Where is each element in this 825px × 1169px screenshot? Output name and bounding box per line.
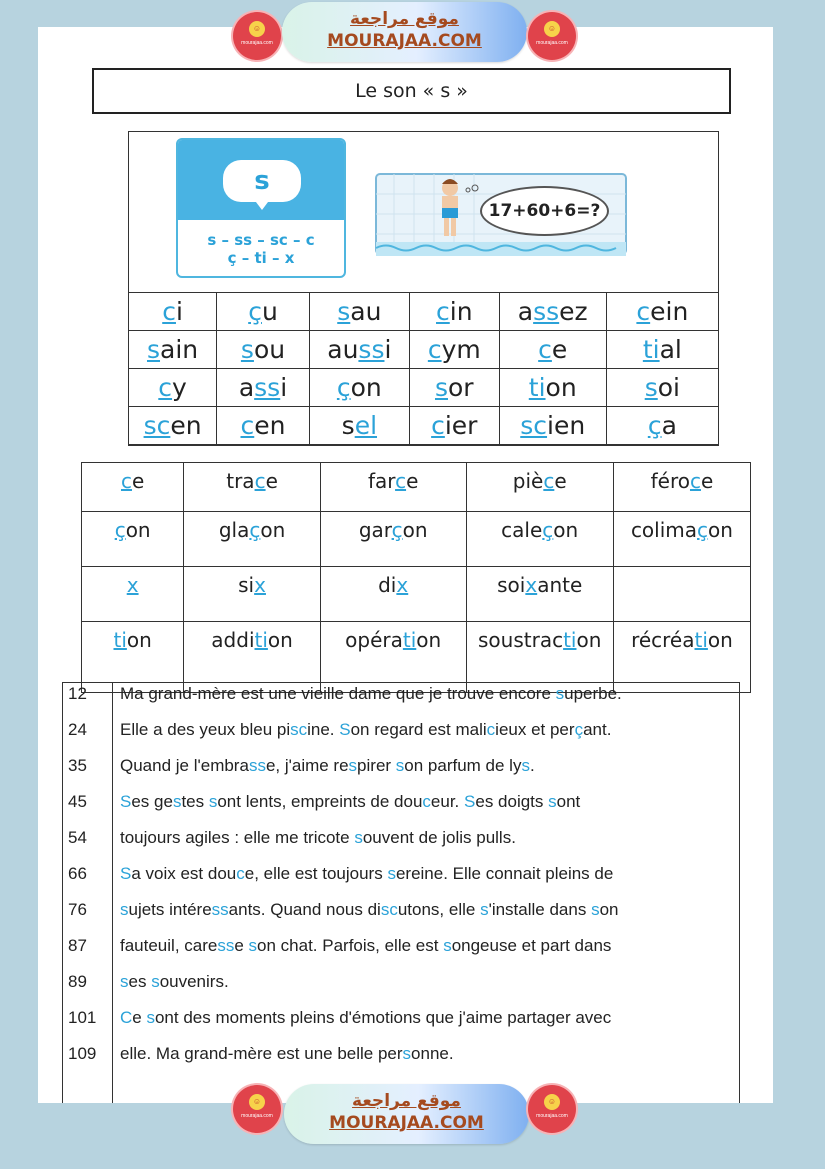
cell-text: tra (226, 469, 255, 493)
highlighted-grapheme: s (644, 373, 658, 402)
math-thought-bubble: 17+60+6=? (480, 186, 609, 236)
highlighted-letter: s (151, 972, 160, 991)
highlighted-grapheme: c (543, 469, 555, 493)
grid-cell (184, 463, 321, 512)
grid-cell (129, 331, 217, 369)
text-fragment: on (599, 900, 619, 919)
highlighted-grapheme: sc (143, 411, 171, 440)
grid-cell (217, 293, 310, 331)
highlighted-letter: sc (380, 900, 398, 919)
highlighted-letter: s (248, 936, 258, 955)
highlighted-grapheme: ç (697, 518, 709, 542)
word-count: 35 (68, 756, 87, 775)
text-line (62, 1044, 742, 1080)
cell-text: e (131, 469, 145, 493)
highlighted-letter: s (521, 756, 530, 775)
highlighted-letter: s (387, 864, 396, 883)
highlighted-letter: ç (574, 720, 584, 739)
grid-row (82, 463, 751, 512)
cell-text: ym (441, 335, 481, 364)
grid-cell (499, 293, 606, 331)
grid-cell (184, 567, 321, 622)
mourajaa-logo-right: ☺ mourajaa.com (528, 12, 576, 60)
text-fragment: Elle a des yeux bleu pi (120, 720, 291, 739)
mourajaa-logo-bottom-right: ☺ mourajaa.com (528, 1085, 576, 1133)
line-text (120, 1044, 454, 1064)
line-text (120, 1008, 611, 1028)
highlighted-grapheme: c (436, 297, 450, 326)
grid-cell (466, 567, 613, 622)
highlighted-grapheme: ç (336, 373, 351, 402)
highlighted-grapheme: ss (533, 297, 560, 326)
watermark-badge-bottom[interactable] (284, 1084, 529, 1144)
cell-text: on (402, 518, 428, 542)
line-text (120, 756, 535, 776)
text-fragment: e (234, 936, 249, 955)
grid-row (82, 512, 751, 567)
text-fragment: es (128, 972, 152, 991)
highlighted-grapheme: ti (642, 335, 660, 364)
highlighted-grapheme: c (636, 297, 651, 326)
page-title: Le son « s » (92, 68, 731, 114)
highlighted-letter: ss (248, 756, 266, 775)
highlighted-grapheme: ti (694, 628, 708, 652)
highlighted-letter: S (120, 792, 132, 811)
grid-cell (499, 407, 606, 445)
grid-cell (217, 369, 310, 407)
sound-letter: s (223, 160, 301, 202)
cell-text: on (267, 628, 293, 652)
highlighted-letter: S (339, 720, 351, 739)
text-fragment: ereine. Elle connait pleins de (395, 864, 614, 883)
highlighted-grapheme: c (162, 297, 176, 326)
highlighted-letter: s (395, 756, 405, 775)
cell-text: ez (559, 297, 588, 326)
highlighted-letter: s (208, 792, 218, 811)
cell-text: on (260, 518, 286, 542)
text-fragment: onne. (411, 1044, 454, 1063)
highlighted-grapheme: ti (113, 628, 127, 652)
grid-cell (217, 407, 310, 445)
cell-text: soi (497, 573, 526, 597)
line-text (120, 900, 618, 920)
grid-cell (320, 512, 466, 567)
cell-text: soustrac (478, 628, 564, 652)
text-line (62, 864, 742, 900)
highlighted-letter: s (480, 900, 489, 919)
text-fragment: . (529, 756, 535, 775)
spellings-line-1: s – ss – sc – c (207, 231, 315, 249)
highlighted-grapheme: ç (249, 518, 261, 542)
highlighted-letter: s (402, 1044, 412, 1063)
grid-cell (320, 463, 466, 512)
word-count: 109 (68, 1044, 97, 1063)
cell-text: y (172, 373, 187, 402)
cell-text: e (406, 469, 419, 493)
highlighted-grapheme: c (254, 469, 266, 493)
text-fragment: on parfum de ly (404, 756, 522, 775)
line-text (120, 936, 611, 956)
cell-text: gar (358, 518, 392, 542)
line-text (120, 720, 611, 740)
word-count: 12 (68, 684, 87, 703)
cell-text: s (341, 411, 355, 440)
word-count: 66 (68, 864, 87, 883)
cell-text: colima (630, 518, 698, 542)
text-fragment: Quand je l'embra (120, 756, 249, 775)
sound-card (176, 138, 346, 278)
cell-text: on (545, 373, 577, 402)
grid-row (129, 331, 719, 369)
text-fragment: fauteuil, care (120, 936, 218, 955)
highlighted-grapheme: ç (391, 518, 403, 542)
highlighted-grapheme: ti (563, 628, 577, 652)
cell-text: a (517, 297, 534, 326)
text-fragment: pirer (357, 756, 396, 775)
grid-cell (606, 293, 718, 331)
highlighted-grapheme: ss (358, 335, 385, 364)
highlighted-grapheme: c (689, 469, 701, 493)
text-line (62, 972, 742, 1008)
highlighted-grapheme: x (254, 573, 266, 597)
text-fragment: on chat. Parfois, elle est (257, 936, 444, 955)
grid-cell (309, 369, 409, 407)
cell-text: di (378, 573, 397, 597)
highlighted-grapheme: c (158, 373, 173, 402)
text-fragment: ine. (307, 720, 340, 739)
word-count: 76 (68, 900, 87, 919)
cell-text: ante (537, 573, 583, 597)
text-fragment: utons, elle (397, 900, 481, 919)
grid-cell (82, 567, 184, 622)
highlighted-grapheme: sc (520, 411, 548, 440)
text-fragment: ants. Quand nous di (228, 900, 381, 919)
text-fragment: ant. (583, 720, 612, 739)
cell-text: a (238, 373, 255, 402)
cell-text: e (700, 469, 714, 493)
highlighted-grapheme: el (354, 411, 378, 440)
cell-text: u (261, 297, 278, 326)
highlighted-grapheme: ç (542, 518, 554, 542)
word-count: 24 (68, 720, 87, 739)
grid-cell (129, 369, 217, 407)
text-fragment: elle. Ma grand-mère est une belle per (120, 1044, 403, 1063)
highlighted-grapheme: c (427, 335, 442, 364)
cell-text: on (707, 628, 733, 652)
cell-text: gla (218, 518, 250, 542)
grid-cell (320, 567, 466, 622)
cell-text: au (350, 297, 382, 326)
cell-text: on (708, 518, 733, 542)
grid-cell (613, 512, 750, 567)
text-line (62, 900, 742, 936)
text-fragment: e (132, 1008, 147, 1027)
text-line (62, 936, 742, 972)
cell-text: al (659, 335, 682, 364)
watermark-badge-top[interactable] (282, 2, 527, 62)
watermark-site: MOURAJAA.COM (327, 31, 482, 51)
grid-cell (606, 331, 718, 369)
highlighted-grapheme: x (396, 573, 409, 597)
text-fragment: tes (181, 792, 209, 811)
highlighted-letter: ss (211, 900, 229, 919)
highlighted-letter: S (120, 864, 132, 883)
grid-cell (466, 463, 613, 512)
text-fragment: toujours agiles : elle me tricote (120, 828, 355, 847)
cell-text: e (265, 469, 278, 493)
grid-cell (184, 512, 321, 567)
highlighted-letter: s (548, 792, 557, 811)
text-line (62, 720, 742, 756)
word-count: 45 (68, 792, 87, 811)
grid-cell (499, 369, 606, 407)
word-grid (81, 462, 751, 693)
cell-text: cale (501, 518, 543, 542)
spellings-line-2: ç – ti – x (227, 249, 295, 267)
cell-text: far (367, 469, 396, 493)
cell-text: récréa (631, 628, 695, 652)
highlighted-grapheme: ti (254, 628, 268, 652)
highlighted-grapheme: s (146, 335, 161, 364)
highlighted-grapheme: ç (248, 297, 262, 326)
highlighted-letter: s (443, 936, 452, 955)
grid-cell (606, 407, 718, 445)
cell-text: e (551, 335, 568, 364)
highlighted-grapheme: ss (254, 373, 281, 402)
text-fragment: a voix est dou (131, 864, 237, 883)
highlighted-grapheme: ç (647, 411, 662, 440)
watermark-site-bottom: MOURAJAA.COM (329, 1113, 484, 1133)
watermark-arabic: موقع مراجعة (350, 9, 459, 29)
highlighted-grapheme: c (538, 335, 552, 364)
text-line (62, 756, 742, 792)
grid-cell (409, 293, 499, 331)
text-fragment: ongeuse et part dans (451, 936, 612, 955)
highlighted-grapheme: s (434, 373, 449, 402)
line-text (120, 972, 229, 992)
text-fragment: es ge (131, 792, 173, 811)
highlighted-grapheme: x (126, 573, 139, 597)
cell-text: au (327, 335, 359, 364)
cell-text: on (553, 518, 579, 542)
cell-text: on (350, 373, 382, 402)
word-count: 101 (68, 1008, 97, 1027)
highlighted-letter: c (486, 720, 496, 739)
highlighted-letter: sc (290, 720, 308, 739)
word-count: 54 (68, 828, 87, 847)
text-line (62, 792, 742, 828)
grid-cell (82, 463, 184, 512)
cell-text: i (280, 373, 288, 402)
grid-cell (309, 407, 409, 445)
grid-row (82, 567, 751, 622)
text-fragment: eur. (430, 792, 465, 811)
highlighted-letter: s (120, 972, 129, 991)
cell-text: or (448, 373, 474, 402)
cell-text: ain (160, 335, 199, 364)
text-fragment: ouvenirs. (159, 972, 229, 991)
highlighted-letter: s (348, 756, 358, 775)
highlighted-grapheme: c (431, 411, 445, 440)
cell-text: a (661, 411, 677, 440)
text-fragment: ont lents, empreints de dou (217, 792, 423, 811)
cell-text: féro (650, 469, 690, 493)
highlighted-letter: s (555, 684, 565, 703)
word-count: 87 (68, 936, 87, 955)
text-fragment: ouvent de jolis pulls. (362, 828, 516, 847)
highlighted-letter: s (120, 900, 129, 919)
highlighted-letter: c (422, 792, 431, 811)
watermark-arabic-bottom: موقع مراجعة (352, 1091, 461, 1111)
word-count: 89 (68, 972, 87, 991)
highlighted-grapheme: x (525, 573, 538, 597)
line-text (120, 828, 516, 848)
highlighted-letter: S (464, 792, 476, 811)
highlighted-grapheme: ç (114, 518, 126, 542)
line-text (120, 684, 622, 704)
cell-text: on (126, 628, 152, 652)
cell-text: e (554, 469, 567, 493)
cell-text: i (175, 297, 183, 326)
grid-row (129, 293, 719, 331)
cell-text: on (416, 628, 442, 652)
text-fragment: e, j'aime re (265, 756, 349, 775)
mourajaa-logo-left: ☺ mourajaa.com (233, 12, 281, 60)
highlighted-grapheme: s (240, 335, 254, 364)
text-fragment: uperbe. (564, 684, 622, 703)
grid-row (129, 369, 719, 407)
cell-text: en (254, 411, 286, 440)
highlighted-letter: C (120, 1008, 133, 1027)
cell-text: oi (657, 373, 680, 402)
grid-cell (409, 407, 499, 445)
highlighted-grapheme: c (240, 411, 255, 440)
text-fragment: ujets intére (128, 900, 212, 919)
line-text (120, 864, 613, 884)
grid-row (129, 407, 719, 445)
mourajaa-logo-bottom-left: ☺ mourajaa.com (233, 1085, 281, 1133)
grid-cell (613, 567, 750, 622)
cell-text: opéra (345, 628, 403, 652)
highlighted-letter: s (354, 828, 363, 847)
grid-cell (499, 331, 606, 369)
cell-text: en (170, 411, 202, 440)
text-fragment: ont (556, 792, 581, 811)
cell-text: on (125, 518, 151, 542)
line-text (120, 792, 580, 812)
text-fragment: es doigts (475, 792, 549, 811)
text-fragment: e, elle est toujours (244, 864, 388, 883)
grid-cell (466, 512, 613, 567)
text-line (62, 1008, 742, 1044)
highlighted-letter: c (236, 864, 245, 883)
text-line (62, 828, 742, 864)
cell-text: in (449, 297, 473, 326)
grid-cell (613, 463, 750, 512)
cell-text: addi (211, 628, 255, 652)
grid-cell (309, 331, 409, 369)
cell-text: ou (253, 335, 286, 364)
text-line (62, 684, 742, 720)
highlighted-grapheme: ti (528, 373, 546, 402)
highlighted-letter: ss (217, 936, 235, 955)
syllable-grid (128, 292, 719, 445)
highlighted-grapheme: s (337, 297, 351, 326)
text-fragment: 'installe dans (488, 900, 592, 919)
text-fragment: ieux et per (495, 720, 575, 739)
grid-cell (409, 331, 499, 369)
highlighted-grapheme: c (395, 469, 407, 493)
highlighted-letter: s (172, 792, 182, 811)
cell-text: on (576, 628, 602, 652)
grid-cell (309, 293, 409, 331)
highlighted-grapheme: c (120, 469, 132, 493)
grid-cell (409, 369, 499, 407)
highlighted-grapheme: ti (402, 628, 417, 652)
grid-cell (82, 512, 184, 567)
text-fragment: on regard est mali (350, 720, 487, 739)
grid-cell (129, 293, 217, 331)
highlighted-letter: s (146, 1008, 155, 1027)
grid-cell (606, 369, 718, 407)
grid-cell (129, 407, 217, 445)
cell-text: ein (650, 297, 689, 326)
cell-text: si (238, 573, 255, 597)
text-fragment: ont des moments pleins d'émotions que j'aime partager avec (154, 1008, 612, 1027)
cell-text: piè (512, 469, 544, 493)
cell-text: ier (444, 411, 478, 440)
grid-cell (217, 331, 310, 369)
cell-text: ien (547, 411, 586, 440)
highlighted-letter: s (591, 900, 600, 919)
cell-text: i (384, 335, 392, 364)
text-fragment: Ma grand-mère est une vieille dame que je trouve encore (120, 684, 556, 703)
